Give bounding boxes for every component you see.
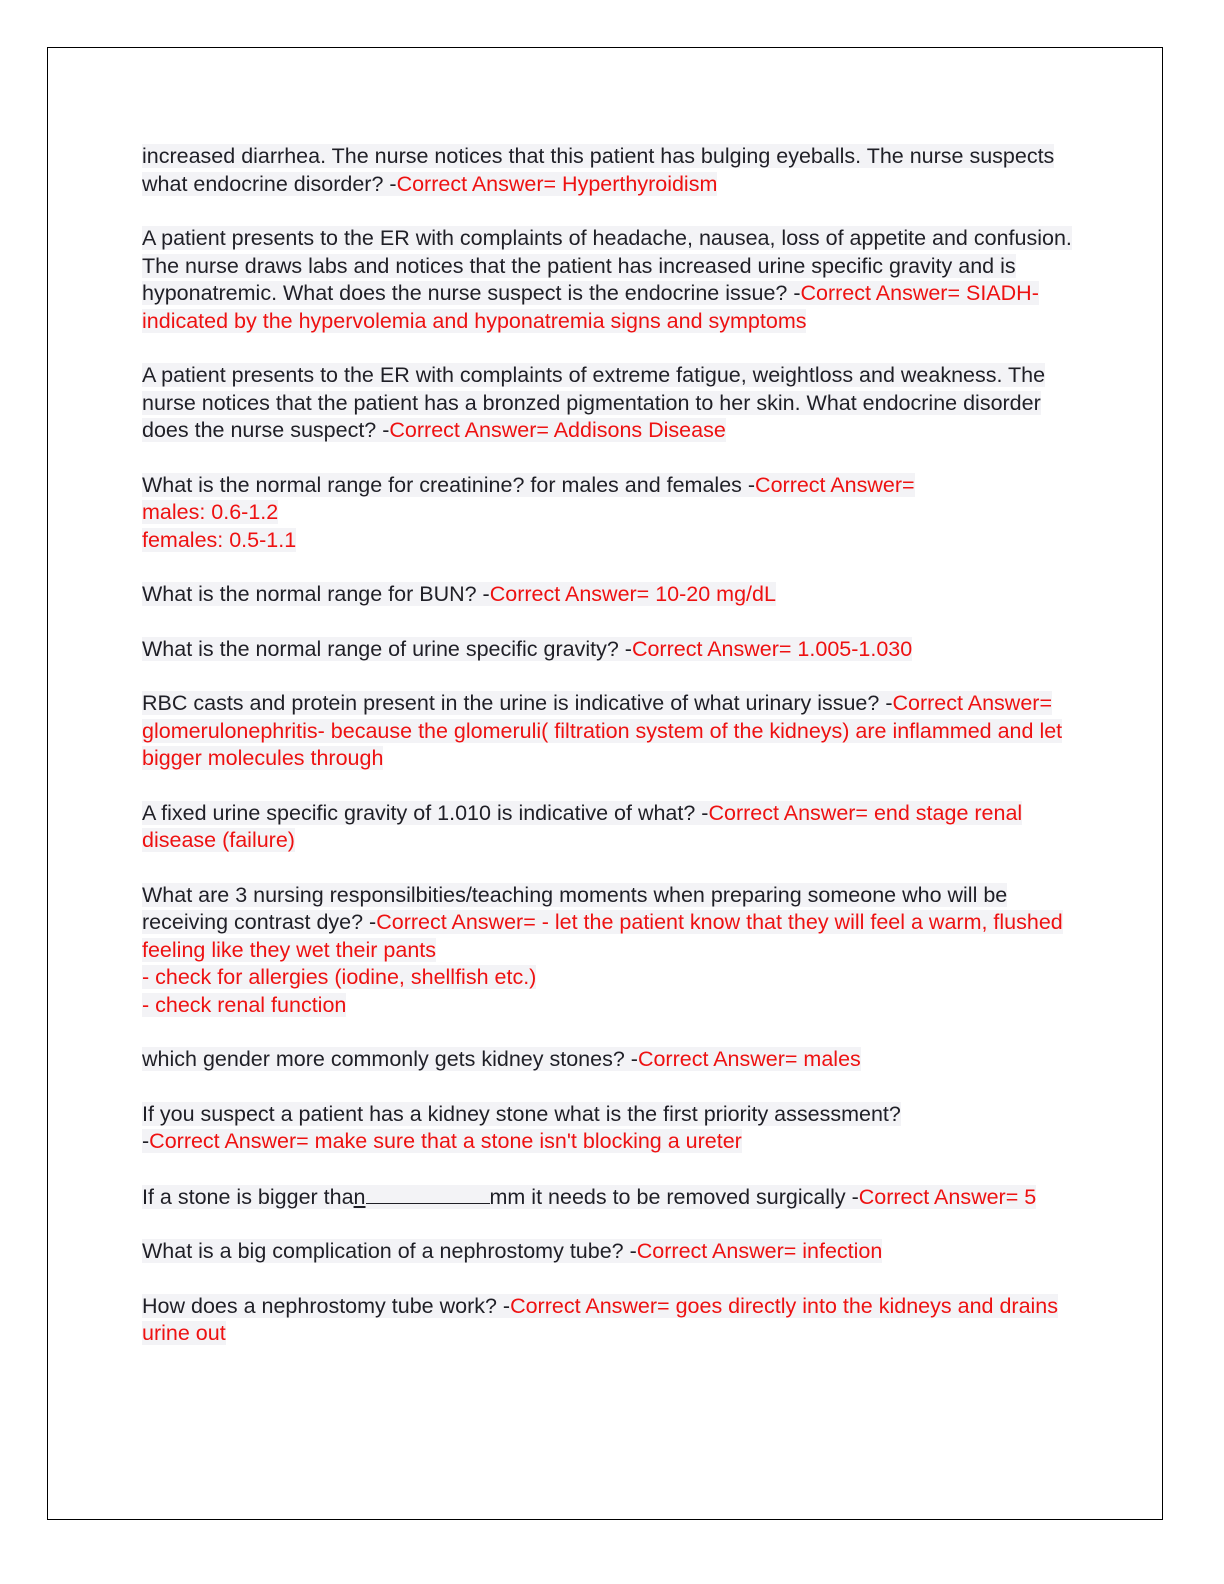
qa-item	[142, 1238, 1072, 1266]
answer-text: Correct Answer= Hyperthyroidism	[396, 171, 718, 196]
qa-item	[142, 882, 1072, 1020]
qa-item	[142, 800, 1072, 855]
qa-item	[142, 362, 1072, 445]
answer-line: males: 0.6-1.2	[142, 500, 279, 524]
question-text: What is the normal range for BUN? -	[142, 582, 490, 606]
answer-text: Correct Answer= 10-20 mg/dL	[489, 582, 776, 606]
question-text: If a stone is bigger tha	[142, 1184, 354, 1209]
question-text: What are 3 nursing responsilbities/teaching moments when preparing someone who will be receiving contrast dye? -	[142, 882, 1008, 934]
answer-line: - check for allergies (iodine, shellfish etc.)	[142, 965, 537, 989]
answer-line: females: 0.5-1.1	[142, 527, 297, 552]
question-text-end: mm it needs to be removed surgically -	[489, 1184, 859, 1209]
qa-item	[142, 472, 1072, 555]
question-text: RBC casts and protein present in the urine is indicative of what urinary issue? -	[142, 691, 893, 715]
answer-text: Correct Answer= - let the patient know that they will feel a warm, flushed feeling like they wet their pants	[142, 910, 1063, 962]
answer-text: Correct Answer= glomerulonephritis- because the glomeruli( filtration system of the kidneys) are inflammed and let bigger molecules through	[142, 691, 1063, 770]
fill-in-blank	[366, 1183, 490, 1204]
qa-item	[142, 143, 1072, 198]
answer-text: Correct Answer= 1.005-1.030	[631, 636, 913, 661]
qa-item	[142, 581, 1072, 609]
question-text-cont: n	[353, 1184, 366, 1209]
answer-text: Correct Answer= 5	[858, 1184, 1037, 1209]
question-text: increased diarrhea. The nurse notices that this patient has bulging eyeballs. The nurse suspects what endocrine disorder? -	[142, 144, 1055, 196]
answer-text: Correct Answer= infection	[636, 1239, 883, 1263]
question-text: What is the normal range for creatinine? for males and females -	[142, 472, 756, 497]
question-text: What is the normal range of urine specific gravity? -	[142, 636, 632, 661]
question-text: A patient presents to the ER with complaints of extreme fatigue, weightloss and weakness. The nurse notices that the patient has a bronzed pigmentation to her skin. What endocrine disorder does the nurse suspect? -	[142, 363, 1046, 442]
qa-item	[142, 690, 1072, 773]
question-dash: -	[142, 1129, 150, 1153]
qa-item	[142, 636, 1072, 664]
answer-text: Correct Answer= Addisons Disease	[389, 418, 726, 442]
answer-text: Correct Answer= make sure that a stone isn't blocking a ureter	[149, 1129, 742, 1153]
answer-text: Correct Answer= goes directly into the kidneys and drains urine out	[142, 1293, 1059, 1345]
answer-text: Correct Answer= males	[637, 1047, 861, 1071]
question-text: which gender more commonly gets kidney stones? -	[142, 1047, 638, 1071]
answer-text: Correct Answer=	[755, 472, 915, 497]
question-text: A fixed urine specific gravity of 1.010 is indicative of what? -	[142, 800, 709, 825]
question-text: How does a nephrostomy tube work? -	[142, 1293, 511, 1318]
qa-item	[142, 1101, 1072, 1156]
qa-item	[142, 1293, 1072, 1348]
document-body	[142, 143, 1072, 1375]
qa-item	[142, 225, 1072, 335]
qa-item	[142, 1046, 1072, 1074]
question-text: A patient presents to the ER with complaints of headache, nausea, loss of appetite and confusion. The nurse draws labs and notices that the patient has increased urine specific gravity and is hyponatremic. What does the nurse suspect is the endocrine issue? -	[142, 226, 1072, 305]
answer-text: Correct Answer= SIADH- indicated by the hypervolemia and hyponatremia signs and symptoms	[142, 281, 1039, 333]
answer-text: Correct Answer= end stage renal disease (failure)	[142, 800, 1023, 852]
question-text: If you suspect a patient has a kidney stone what is the first priority assessment?	[142, 1101, 901, 1126]
qa-item	[142, 1183, 1072, 1212]
question-text: What is a big complication of a nephrostomy tube? -	[142, 1239, 637, 1263]
answer-line: - check renal function	[142, 992, 347, 1017]
